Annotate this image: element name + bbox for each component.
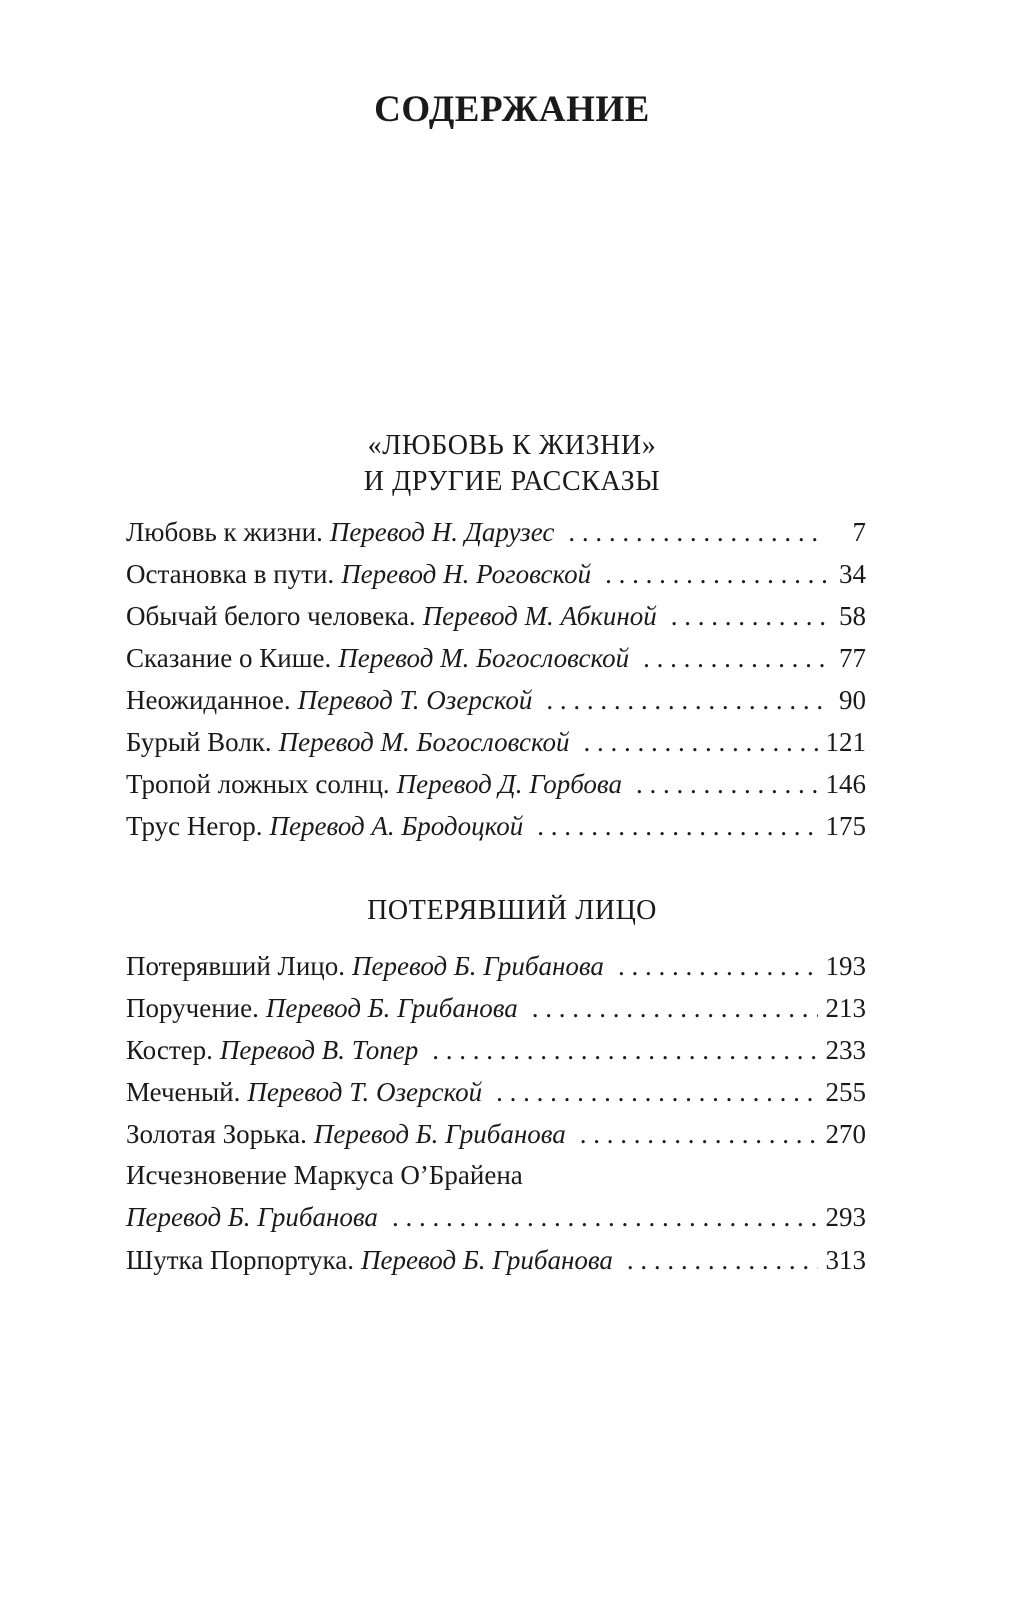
dot-leader [496, 1071, 817, 1113]
toc-entry[interactable] [126, 637, 866, 679]
toc-entry[interactable] [126, 1113, 866, 1155]
story-title: Бурый Волк. [126, 727, 272, 757]
translator-credit: Перевод Т. Озерской [247, 1077, 483, 1107]
page-number: 34 [839, 559, 866, 589]
section-heading-line: «ЛЮБОВЬ К ЖИЗНИ» [367, 430, 657, 461]
toc-entry[interactable] [126, 763, 866, 805]
translator-credit: Перевод Б. Грибанова [352, 951, 604, 981]
translator-credit: Перевод М. Богословской [338, 643, 630, 673]
translator-credit: Перевод Д. Горбова [396, 769, 622, 799]
section-heading-line: ПОТЕРЯВШИЙ ЛИЦО [367, 895, 657, 926]
dot-leader [432, 1029, 817, 1071]
story-title: Костер. [126, 1035, 213, 1065]
page-title: СОДЕРЖАНИЕ [374, 89, 650, 130]
page-number: 293 [825, 1202, 866, 1232]
section-heading-line: И ДРУГИЕ РАССКАЗЫ [363, 466, 661, 497]
story-title: Остановка в пути. [126, 559, 335, 589]
toc-entry[interactable] [126, 805, 866, 847]
story-title: Любовь к жизни. [126, 517, 323, 547]
page-number: 121 [825, 727, 866, 757]
toc-entry[interactable] [126, 595, 866, 637]
toc-list [126, 945, 866, 1281]
story-title: Сказание о Кише. [126, 643, 332, 673]
translator-credit: Перевод Н. Роговской [341, 559, 592, 589]
page-number: 213 [825, 993, 866, 1023]
dot-leader [618, 945, 818, 987]
toc-entry[interactable] [126, 945, 866, 987]
dot-leader [392, 1195, 818, 1239]
translator-credit: Перевод В. Топер [219, 1035, 419, 1065]
translator-credit: Перевод Б. Грибанова [265, 993, 518, 1023]
toc-entry[interactable] [126, 679, 866, 721]
story-title: Исчезновение Маркуса О’Брайена [126, 1160, 523, 1190]
toc-entry[interactable] [126, 987, 866, 1029]
page-number: 175 [825, 811, 866, 841]
dot-leader [546, 679, 826, 721]
toc-entry[interactable] [126, 1029, 866, 1071]
toc-list [126, 511, 866, 847]
page-number: 270 [825, 1119, 866, 1149]
dot-leader [537, 805, 817, 847]
translator-credit: Перевод Б. Грибанова [126, 1202, 378, 1232]
story-title: Потерявший Лицо. [126, 951, 345, 981]
page-number: 146 [825, 769, 866, 799]
dot-leader [605, 553, 826, 595]
dot-leader [627, 1239, 818, 1281]
toc-entry[interactable] [126, 553, 866, 595]
section-heading [0, 428, 1024, 500]
translator-credit: Перевод М. Абкиной [422, 601, 657, 631]
toc-entry[interactable] [126, 1071, 866, 1113]
story-title: Трус Негор. [126, 811, 263, 841]
dot-leader [532, 987, 818, 1029]
page-number: 7 [852, 517, 866, 547]
translator-credit: Перевод Б. Грибанова [360, 1245, 613, 1275]
dot-leader [636, 763, 818, 805]
dot-leader [580, 1113, 818, 1155]
toc-entry[interactable] [126, 1239, 866, 1281]
dot-leader [584, 721, 818, 763]
page-number: 233 [825, 1035, 866, 1065]
translator-credit: Перевод Т. Озерской [297, 685, 533, 715]
toc-entry[interactable] [126, 1155, 866, 1239]
translator-credit: Перевод Б. Грибанова [313, 1119, 566, 1149]
page-number: 193 [825, 951, 866, 981]
story-title: Неожиданное. [126, 685, 291, 715]
page-number: 313 [825, 1245, 866, 1275]
story-title: Шутка Порпортука. [126, 1245, 354, 1275]
toc-entry[interactable] [126, 511, 866, 553]
dot-leader [643, 637, 826, 679]
page-number: 255 [825, 1077, 866, 1107]
translator-credit: Перевод А. Бродоцкой [269, 811, 524, 841]
section-heading [0, 893, 1024, 929]
page-number: 58 [839, 601, 866, 631]
dot-leader [671, 595, 826, 637]
page-number: 77 [839, 643, 866, 673]
translator-credit: Перевод М. Богословской [278, 727, 570, 757]
story-title: Поручение. [126, 993, 259, 1023]
story-title: Обычай белого человека. [126, 601, 416, 631]
toc-entry[interactable] [126, 721, 866, 763]
story-title: Тропой ложных солнц. [126, 769, 390, 799]
translator-credit: Перевод Н. Дарузес [329, 517, 555, 547]
story-title: Меченый. [126, 1077, 241, 1107]
dot-leader [568, 511, 826, 553]
page-number: 90 [839, 685, 866, 715]
story-title: Золотая Зорька. [126, 1119, 307, 1149]
